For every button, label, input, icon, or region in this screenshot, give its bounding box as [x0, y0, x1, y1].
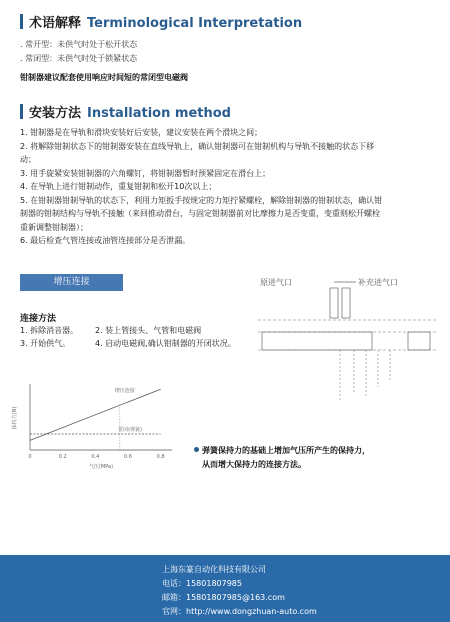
website: 官网：http://www.dongzhuan-auto.com — [162, 607, 317, 616]
install-step: 4. 在导轨上进行钳制动作，重复钳制和松开10次以上； — [20, 182, 217, 191]
y-axis-label: 保持力(N) — [12, 406, 18, 430]
connection-row — [20, 324, 236, 337]
install-step: 1. 钳制器是在导轨和滑块安装好后安装，建议安装在两个滑块之间； — [20, 128, 263, 137]
series-annotation: 常闭(弹簧) — [118, 427, 143, 433]
install-steps — [20, 126, 438, 248]
x-tick-label: 0.6 — [124, 454, 132, 460]
air-port-diagram — [258, 272, 438, 422]
holding-force-chart — [10, 378, 180, 473]
install-heading — [20, 102, 231, 121]
connection-step: 1. 拆除消音器。 — [20, 326, 79, 335]
series-group — [30, 387, 161, 450]
diagram-port-tube — [342, 288, 350, 318]
install-step: 3. 用手旋紧安装钳制器的六角螺钉，将钳制器暂时预紧固定在滑台上； — [20, 168, 271, 178]
term-normally-open: . 常开型：未供气时处于松开状态 — [20, 40, 138, 49]
feature-line-text: 从而增大保持力的连接方法。 — [202, 460, 306, 469]
contact-footer — [0, 555, 450, 622]
diagram-body — [262, 332, 372, 350]
x-tick-label: 0.2 — [58, 454, 67, 460]
x-tick-label: 0.4 — [91, 454, 100, 460]
x-tick-label: 0 — [28, 454, 32, 460]
heading-bar — [20, 104, 23, 119]
install-step: 动； — [20, 155, 36, 164]
heading-bar — [20, 14, 23, 29]
install-step: 6. 最后检查气管连接或油管连接部分是否泄漏。 — [20, 236, 191, 245]
terms-title-zh: 术语解释 — [29, 16, 82, 31]
install-step: 制器的钳制结构与导轨不接触（来回推动滑台，与固定钳制器前对比摩擦力是否变重，变重则松开螺栓 — [20, 209, 380, 218]
feature-line-text: 弹簧保持力的基础上增加气压所产生的保持力， — [202, 446, 370, 455]
feature-line — [194, 444, 370, 458]
install-title-en: Installation method — [87, 106, 231, 121]
install-title-zh: 安装方法 — [29, 106, 82, 121]
terms-heading — [20, 12, 302, 31]
phone: 电话：15801807985 — [162, 579, 242, 588]
connection-step: 3. 开始供气。 — [20, 339, 71, 348]
bullet-icon — [194, 447, 199, 452]
diagram-label-original-port: 原进气口 — [260, 278, 292, 287]
connection-step: 2. 装上管接头、气管和电磁阀 — [95, 326, 202, 335]
terms-title-en: Terminological Interpretation — [87, 16, 303, 31]
connection-method-list — [20, 324, 236, 350]
connection-step: 4. 启动电磁阀,确认钳制器的开闭状况。 — [95, 339, 236, 348]
connection-method-title: 连接方法 — [20, 314, 57, 324]
install-step: 重新调整钳制器）； — [20, 222, 88, 232]
company-name: 上海东篆自动化科技有限公司 — [162, 565, 266, 574]
term-normally-closed: . 常闭型：未供气时处于锁紧状态 — [20, 54, 138, 63]
diagram-valve — [408, 332, 430, 350]
x-tick-label: 0.8 — [156, 454, 165, 460]
install-step: 2. 将解除钳制状态下的钳制器安装在直线导轨上，确认钳制器可在钳制机构与导轨不接触的状态下移 — [20, 141, 375, 151]
email: 邮箱：15801807985@163.com — [162, 593, 285, 602]
diagram-label-supplement-port: 补充进气口 — [358, 278, 398, 287]
connection-row — [20, 337, 236, 350]
diagram-port-tube — [330, 288, 338, 318]
series-annotation: 增压连接 — [114, 388, 135, 395]
boost-feature-text — [194, 444, 370, 472]
x-axis-label: 气压(MPa) — [88, 464, 114, 470]
boost-connection-badge: 增压连接 — [20, 274, 123, 291]
install-step: 5. 在钳制器钳制导轨的状态下，利用力矩扳手按规定的力矩拧紧螺栓，解除钳制器的钳制状态，确认钳 — [20, 195, 383, 205]
x-tick-group — [28, 454, 164, 460]
feature-line — [194, 458, 370, 472]
terms-note: 钳制器建议配套使用响应时间短的常闭型电磁阀 — [20, 73, 188, 82]
